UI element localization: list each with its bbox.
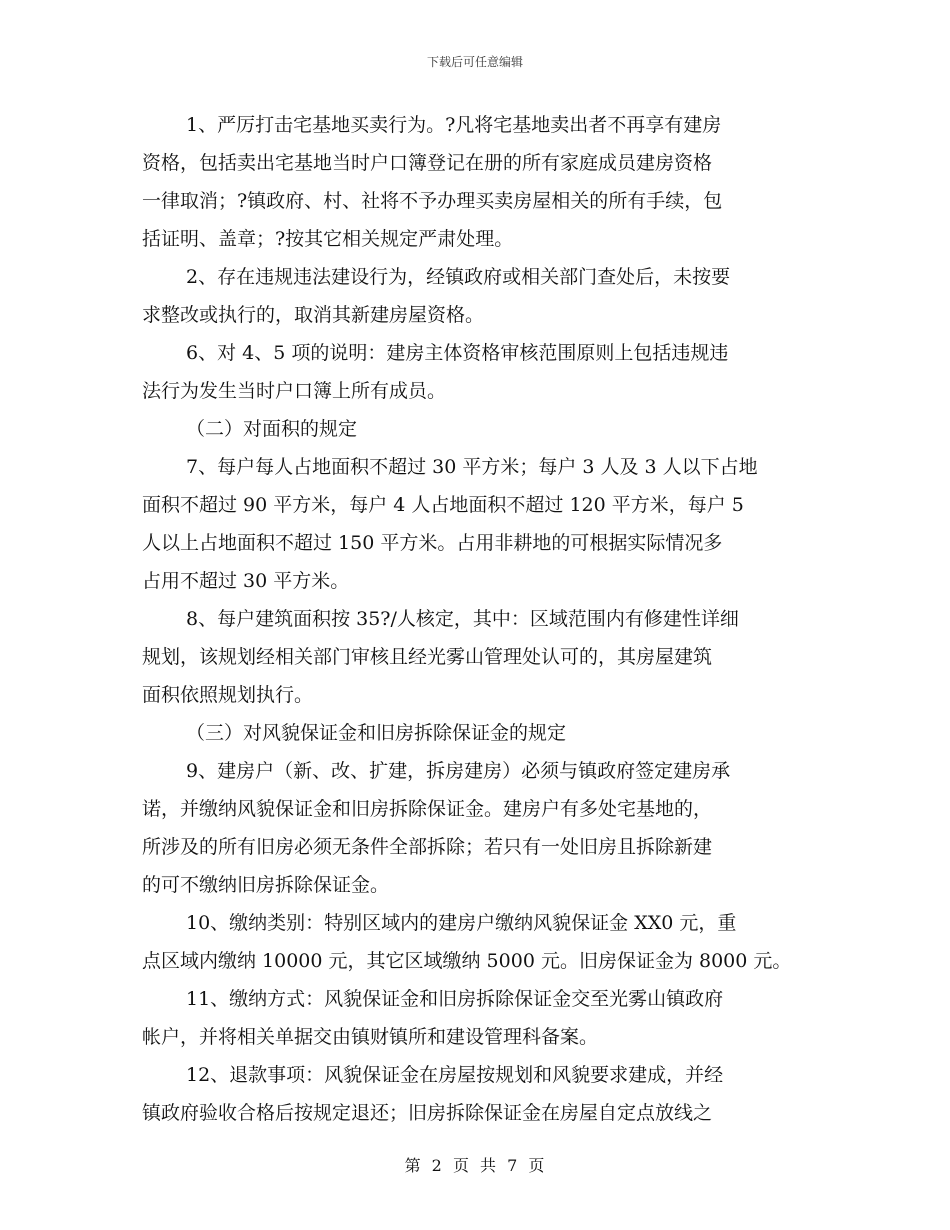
- paragraph: [142, 904, 822, 980]
- paragraph: [142, 106, 822, 258]
- document-body: [142, 106, 822, 1132]
- paragraph-line: 1、严厉打击宅基地买卖行为。?凡将宅基地卖出者不再享有建房: [186, 114, 722, 136]
- paragraph: [142, 600, 822, 714]
- paragraph-line: 帐户，并将相关单据交由镇财镇所和建设管理科备案。: [142, 1026, 599, 1048]
- paragraph-line: 的可不缴纳旧房拆除保证金。: [142, 874, 390, 896]
- paragraph-line: 12、退款事项：风貌保证金在房屋按规划和风貌要求建成，并经: [186, 1064, 724, 1086]
- paragraph: [142, 1056, 822, 1132]
- paragraph-line: 诺，并缴纳风貌保证金和旧房拆除保证金。建房户有多处宅基地的，: [142, 798, 713, 820]
- paragraph-line: 10、缴纳类别：特别区域内的建房户缴纳风貌保证金 XX0 元，重: [186, 912, 737, 934]
- paragraph-line: 镇政府验收合格后按规定退还；旧房拆除保证金在房屋自定点放线之: [142, 1102, 713, 1124]
- paragraph: [142, 752, 822, 904]
- paragraph: [142, 980, 822, 1056]
- paragraph-line: 人以上占地面积不超过 150 平方米。占用非耕地的可根据实际情况多: [142, 532, 723, 554]
- paragraph-line: 点区域内缴纳 10000 元，其它区域缴纳 5000 元。旧房保证金为 8000 元。: [142, 950, 792, 972]
- paragraph-line: 一律取消；?镇政府、村、社将不予办理买卖房屋相关的所有手续，包: [142, 190, 723, 212]
- paragraph: [142, 448, 822, 600]
- paragraph-line: 面积依照规划执行。: [142, 684, 314, 706]
- paragraph-line: 11、缴纳方式：风貌保证金和旧房拆除保证金交至光雾山镇政府: [186, 988, 724, 1010]
- paragraph-line: 6、对 4、5 项的说明：建房主体资格审核范围原则上包括违规违: [186, 342, 729, 364]
- paragraph-line: 2、存在违规违法建设行为，经镇政府或相关部门查处后，未按要: [186, 266, 731, 288]
- section-heading: （二）对面积的规定: [186, 418, 358, 440]
- paragraph-line: 8、每户建筑面积按 35?/人核定，其中：区域范围内有修建性详细: [186, 608, 739, 630]
- paragraph: [142, 334, 822, 410]
- section-heading: （三）对风貌保证金和旧房拆除保证金的规定: [186, 722, 567, 744]
- paragraph-line: 9、建房户（新、改、扩建，拆房建房）必须与镇政府签定建房承: [186, 760, 731, 782]
- page-footer: 第 2 页 共 7 页: [404, 1156, 546, 1175]
- paragraph: [142, 258, 822, 334]
- paragraph-line: 资格，包括卖出宅基地当时户口簿登记在册的所有家庭成员建房资格: [142, 152, 713, 174]
- paragraph-line: 所涉及的所有旧房必须无条件全部拆除；若只有一处旧房且拆除新建: [142, 836, 713, 858]
- paragraph-line: 求整改或执行的，取消其新建房屋资格。: [142, 304, 485, 326]
- paragraph-line: 规划，该规划经相关部门审核且经光雾山管理处认可的，其房屋建筑: [142, 646, 713, 668]
- paragraph-line: 占用不超过 30 平方米。: [142, 570, 350, 592]
- paragraph-line: 括证明、盖章；?按其它相关规定严肃处理。: [142, 228, 514, 250]
- paragraph-line: 7、每户每人占地面积不超过 30 平方米；每户 3 人及 3 人以下占地: [186, 456, 758, 478]
- paragraph-line: 法行为发生当时户口簿上所有成员。: [142, 380, 447, 402]
- page-header: 下载后可任意编辑: [426, 55, 523, 69]
- paragraph-line: 面积不超过 90 平方米，每户 4 人占地面积不超过 120 平方米，每户 5: [142, 494, 744, 516]
